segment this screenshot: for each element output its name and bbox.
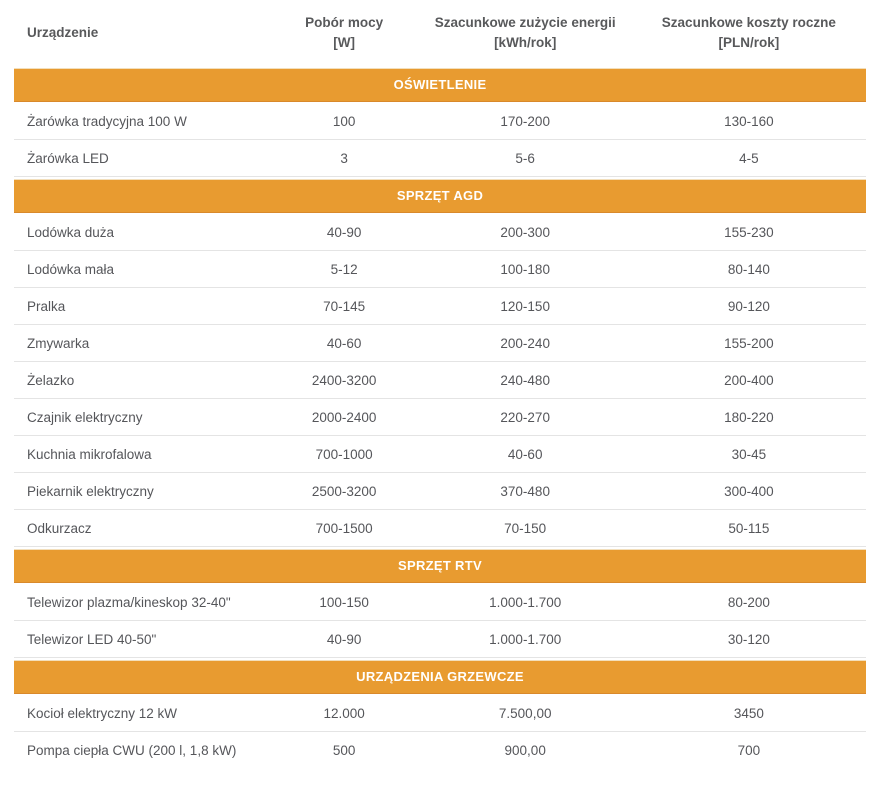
column-header-label: Szacunkowe zużycie energii — [434, 15, 616, 30]
table-row — [14, 510, 866, 547]
value-cell: 12.000 — [323, 705, 365, 721]
value-cell: 700-1500 — [315, 520, 373, 536]
value-cell: 240-480 — [500, 372, 550, 388]
value-cell: 30-120 — [727, 631, 770, 647]
section-banner: URZĄDZENIA GRZEWCZE — [14, 660, 866, 694]
column-header-label: Pobór mocy — [305, 15, 384, 30]
value-cell: 5-12 — [330, 261, 358, 277]
value-cell: 100 — [332, 113, 356, 129]
value-cell: 30-45 — [731, 446, 767, 462]
value-cell: 500 — [332, 743, 356, 758]
table-row — [14, 251, 866, 288]
value-cell: 40-90 — [326, 631, 362, 647]
value-cell: 900,00 — [504, 743, 546, 758]
value-cell: 80-200 — [727, 594, 770, 610]
value-cell: 130-160 — [724, 113, 774, 129]
device-name-cell: Zmywarka — [27, 335, 90, 351]
value-cell: 2500-3200 — [311, 483, 377, 499]
value-cell: 170-200 — [500, 113, 550, 129]
value-cell: 370-480 — [500, 483, 550, 499]
value-cell: 180-220 — [724, 409, 774, 425]
value-cell: 3450 — [733, 705, 764, 721]
column-header-unit: [W] — [333, 35, 355, 50]
column-header-cost — [632, 13, 866, 53]
value-cell: 700-1000 — [315, 446, 373, 462]
value-cell: 120-150 — [500, 298, 550, 314]
column-header-label: Szacunkowe koszty roczne — [661, 15, 836, 30]
value-cell: 90-120 — [727, 298, 770, 314]
value-cell: 300-400 — [724, 483, 774, 499]
device-name-cell: Lodówka mała — [27, 261, 115, 277]
section-banner: SPRZĘT RTV — [14, 549, 866, 583]
value-cell: 155-230 — [724, 224, 774, 240]
table-header — [14, 0, 866, 66]
value-cell: 4-5 — [739, 150, 759, 166]
device-name-cell: Telewizor LED 40-50" — [27, 631, 157, 647]
value-cell: 70-150 — [504, 520, 547, 536]
device-name-cell: Lodówka duża — [27, 224, 115, 240]
value-cell: 50-115 — [728, 520, 770, 536]
value-cell: 155-200 — [724, 335, 774, 351]
value-cell: 1.000-1.700 — [489, 594, 562, 610]
table-row — [14, 584, 866, 621]
device-name-cell: Telewizor plazma/kineskop 32-40" — [27, 594, 231, 610]
device-name-cell: Pompa ciepła CWU (200 l, 1,8 kW) — [27, 743, 237, 758]
value-cell: 40-60 — [507, 446, 543, 462]
value-cell: 200-240 — [500, 335, 550, 351]
device-name-cell: Kuchnia mikrofalowa — [27, 446, 152, 462]
column-header-device — [14, 23, 270, 43]
device-name-cell: Kocioł elektryczny 12 kW — [27, 705, 178, 721]
value-cell: 2000-2400 — [311, 409, 377, 425]
device-name-cell: Żarówka tradycyjna 100 W — [27, 113, 187, 129]
section-banner: OŚWIETLENIE — [14, 68, 866, 102]
table-row — [14, 325, 866, 362]
column-header-label: Urządzenie — [27, 25, 99, 40]
column-header-unit: [PLN/rok] — [718, 35, 780, 50]
column-header-unit: [kWh/rok] — [494, 35, 557, 50]
value-cell: 7.500,00 — [498, 705, 552, 721]
table-row — [14, 214, 866, 251]
table-row — [14, 621, 866, 658]
table-row — [14, 436, 866, 473]
value-cell: 700 — [737, 743, 761, 758]
device-name-cell: Odkurzacz — [27, 520, 92, 536]
value-cell: 100-150 — [319, 594, 369, 610]
value-cell: 1.000-1.700 — [489, 631, 562, 647]
table-row — [14, 362, 866, 399]
column-header-energy — [419, 13, 632, 53]
table-row — [14, 695, 866, 732]
value-cell: 200-400 — [724, 372, 774, 388]
device-name-cell: Żelazko — [27, 372, 75, 388]
device-name-cell: Piekarnik elektryczny — [27, 483, 154, 499]
value-cell: 2400-3200 — [311, 372, 377, 388]
device-name-cell: Czajnik elektryczny — [27, 409, 143, 425]
value-cell: 100-180 — [500, 261, 550, 277]
value-cell: 40-90 — [326, 224, 362, 240]
table-row — [14, 473, 866, 510]
table-row — [14, 288, 866, 325]
value-cell: 5-6 — [515, 150, 535, 166]
table-row — [14, 103, 866, 140]
table-row — [14, 732, 866, 769]
section-banner: SPRZĘT AGD — [14, 179, 866, 213]
device-name-cell: Pralka — [27, 298, 66, 314]
table-row — [14, 399, 866, 436]
table-row — [14, 140, 866, 177]
column-header-power — [270, 13, 419, 53]
value-cell: 220-270 — [500, 409, 550, 425]
value-cell: 3 — [340, 150, 348, 166]
value-cell: 70-145 — [323, 298, 366, 314]
value-cell: 40-60 — [326, 335, 362, 351]
value-cell: 200-300 — [500, 224, 550, 240]
table-body — [14, 68, 866, 769]
value-cell: 80-140 — [727, 261, 770, 277]
device-name-cell: Żarówka LED — [27, 150, 109, 166]
